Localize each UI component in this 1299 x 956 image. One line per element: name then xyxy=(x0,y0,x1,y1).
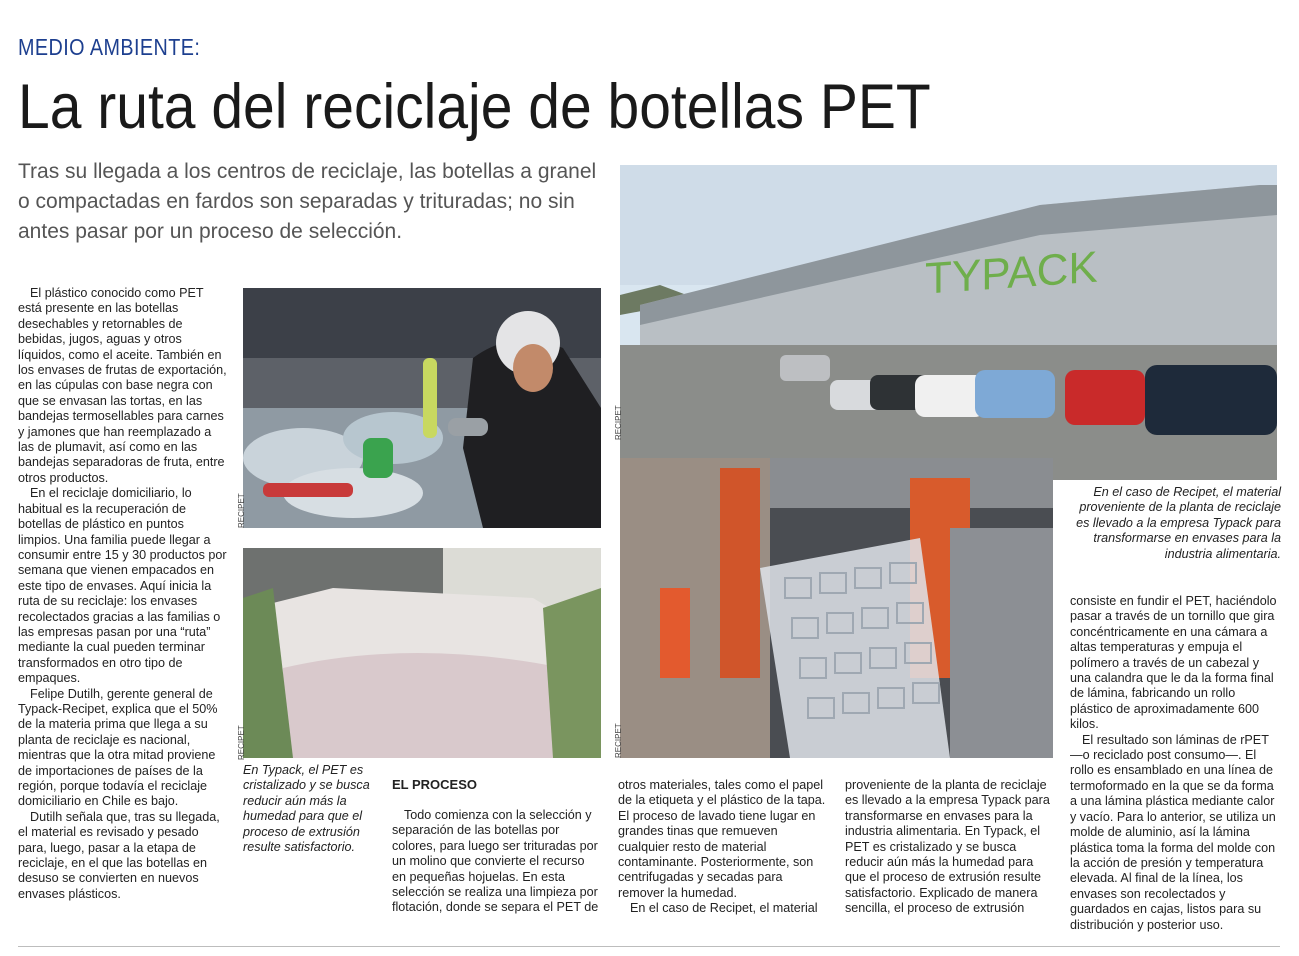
photo-typack-factory xyxy=(620,165,1277,480)
photo-credit: RECIPET xyxy=(614,723,623,758)
body-column-4 xyxy=(845,778,1055,917)
caption-left: En Typack, el PET es cristalizado y se busca reducir aún más la humedad para que el proceso de extrusión resulte satisfactorio. xyxy=(243,763,370,855)
body-paragraph: Felipe Dutilh, gerente general de Typack-Recipet, explica que el 50% de la materia prima que llega a su planta de reciclaje es nacional, mientras que la otra mitad proviene de importaciones de países de la región, porque todavía el reciclaje domiciliario en Chile es bajo. xyxy=(18,686,218,809)
body-paragraph: proveniente de la planta de reciclaje es llevado a la empresa Typack para transformarse en envases para la industria alimentaria. En Typack, el PET es cristalizado y se busca reducir aún más la humedad para que el proceso de extrusión resulte satisfactorio. Explicado de manera sencilla, el proceso de extrusión xyxy=(845,778,1050,916)
caption-right: En el caso de Recipet, el material proveniente de la planta de reciclaje es llevado a la empresa Typack para transformarse en envases para la industria alimentaria. xyxy=(1076,485,1281,561)
lead-paragraph: Tras su llegada a los centros de reciclaje, las botellas a granel o compactadas en fardos son separadas y trituradas; no sin antes pasar por un proceso de selección. xyxy=(18,160,597,243)
bottom-rule xyxy=(18,946,1280,947)
photo-sorting-bottles xyxy=(243,288,601,528)
headline: La ruta del reciclaje de botellas PET xyxy=(18,72,931,142)
body-paragraph: El plástico conocido como PET está presente en las botellas desechables y retornables de bebidas, jugos, aguas y otros líquidos, como el aceite. También en los envases de frutas de exportación, en las cúpulas con base negra con que se envasan las tortas, en las bandejas termosellables para carnes y jamones que han reemplazado a las de plumavit, así como en las bandejas separadoras de fruta, entre otros productos. xyxy=(18,286,227,485)
flakes-photo-graphic xyxy=(243,548,601,758)
body-paragraph: En el reciclaje domiciliario, lo habitual es la recuperación de botellas de plástico en puntos limpios. Una familia puede llegar a consumir entre 15 y 30 productos por semana que vienen empacados en este tipo de envases. Aquí inicia la ruta de su reciclaje: los envases recolectados gracias a las familias o las empresas pasan por una “ruta” mediante la cual pueden terminar transformados en otro tipo de empaques. xyxy=(18,486,227,686)
photo-thermoforming-machine xyxy=(620,458,1053,758)
sorting-photo-graphic xyxy=(243,288,601,528)
photo-credit: RECIPET xyxy=(237,725,246,760)
body-paragraph: Todo comienza con la selección y separación de las botellas por colores, para luego ser trituradas por un molino que convierte el recurso en pequeñas hojuelas. En esta selección se realiza una limpieza por flotación, donde se separa el PET de xyxy=(392,808,599,915)
body-paragraph: otros materiales, tales como el papel de la etiqueta y el plástico de la tapa. El proceso de lavado tiene lugar en grandes tinas que remueven cualquier resto de material contaminante. Posteriormente, son centrifugadas y secadas para remover la humedad. xyxy=(618,778,826,900)
body-paragraph: consiste en fundir el PET, haciéndolo pasar a través de un tornillo que gira concéntricamente en una cámara a altas temperaturas y empuja el polímero a través de un cabezal y una calandra que le da la forma final de lámina, fabricando un rollo plástico de aproximadamente 600 kilos. xyxy=(1070,594,1277,732)
machine-photo-graphic xyxy=(620,458,1053,758)
photo-pet-flakes xyxy=(243,548,601,758)
section-subhead: EL PROCESO xyxy=(392,777,478,792)
section-kicker: MEDIO AMBIENTE: xyxy=(18,34,201,60)
photo-credit: RECIPET xyxy=(237,493,246,528)
body-paragraph: Dutilh señala que, tras su llegada, el material es revisado y pesado para, luego, pasar a la etapa de reciclaje, en el que las botellas en desuso se convierten en nuevos envases plásticos. xyxy=(18,809,220,901)
photo-credit: RECIPET xyxy=(614,405,623,440)
body-column-proceso xyxy=(392,808,600,916)
typack-sign: TYPACK xyxy=(925,242,1098,304)
body-column-3 xyxy=(618,778,828,917)
body-column-5 xyxy=(1070,594,1281,933)
factory-photo-graphic xyxy=(620,165,1277,480)
body-paragraph: El resultado son láminas de rPET —o reciclado post consumo—. El rollo es ensamblado en una línea de termoformado en la que se da forma a una lámina plástica mediante calor y vacío. Para lo anterior, se utiliza un molde de aluminio, así la lámina plástica toma la forma del molde con la acción de presión y temperatura elevada. Al final de la línea, los envases son recolectados y guardados en cajas, listos para su distribución y posterior uso. xyxy=(1070,732,1276,932)
body-paragraph: En el caso de Recipet, el material xyxy=(630,901,818,916)
body-column-1 xyxy=(18,286,230,902)
